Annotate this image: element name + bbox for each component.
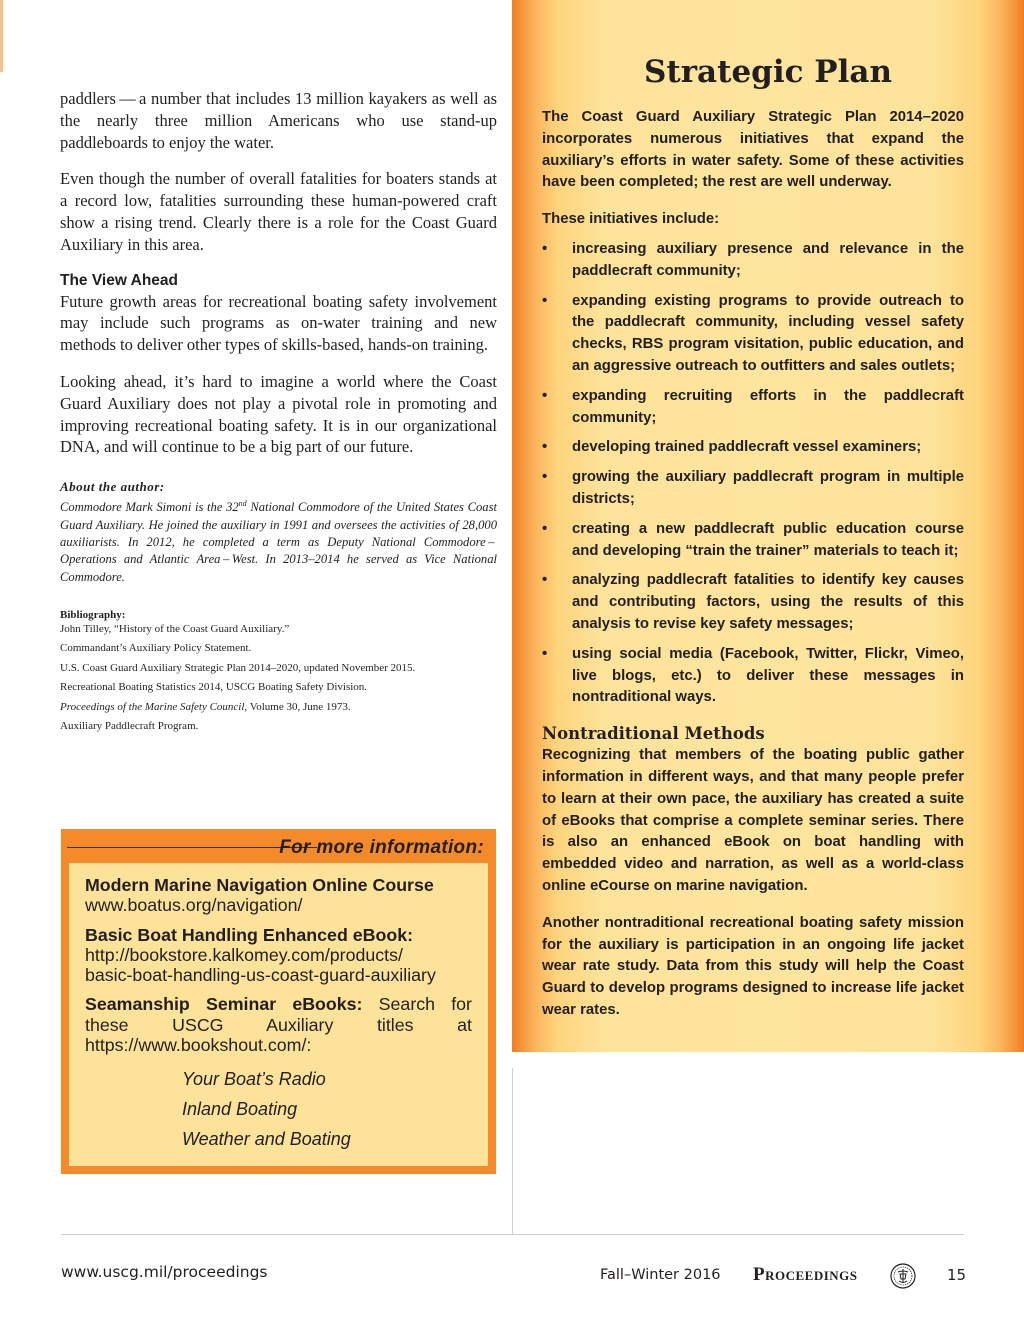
bullet-icon: • bbox=[542, 572, 548, 589]
bibliography-item: Recreational Boating Statistics 2014, USCG Boating Safety Division. bbox=[60, 681, 368, 694]
ebook-title: Inland Boating bbox=[182, 1099, 298, 1120]
bibliography-item bbox=[60, 700, 497, 714]
nontraditional-heading: Nontraditional Methods bbox=[542, 724, 765, 744]
edge-mark bbox=[0, 0, 3, 72]
resource-text: Search for these USCG Auxiliary titles at https://www.bookshout.com/: bbox=[85, 994, 472, 1056]
page-number: 15 bbox=[947, 1266, 967, 1284]
initiative-item bbox=[542, 467, 964, 511]
initiative-item bbox=[542, 437, 964, 459]
bullet-icon: • bbox=[542, 469, 548, 486]
initiative-text: developing trained paddlecraft vessel examiners; bbox=[572, 439, 922, 456]
resource-seminar-ebooks bbox=[85, 994, 472, 1055]
bibliography-item-rest: , Volume 30, June 1973. bbox=[244, 700, 351, 713]
info-box-title: For more information: bbox=[279, 837, 484, 858]
bibliography-item: Commandant’s Auxiliary Policy Statement. bbox=[60, 642, 252, 655]
more-info-box bbox=[61, 829, 496, 1174]
initiatives-intro: These initiatives include: bbox=[542, 211, 720, 228]
initiative-item bbox=[542, 291, 964, 378]
ebook-title: Your Boat’s Radio bbox=[182, 1069, 326, 1090]
article-paragraph-4: Looking ahead, it’s hard to imagine a world where the Coast Guard Auxiliary does not play a pivotal role in promoting and improving recreational boating safety. It is in our organizational DNA, and will continue to be a big part of our future. bbox=[60, 371, 497, 457]
article-paragraph-2: Even though the number of overall fatalities for boaters stands at a record low, fatalities surrounding these human-powered craft show a rising trend. Clearly there is a role for the Coast Guard Auxiliary in this area. bbox=[60, 169, 497, 254]
bullet-icon: • bbox=[542, 240, 548, 257]
bullet-icon: • bbox=[542, 387, 548, 404]
article-paragraph-1: paddlers — a number that includes 13 million kayakers as well as the nearly three million Americans who use stand-up paddleboards to enjoy the water. bbox=[60, 89, 497, 152]
column-divider bbox=[512, 1068, 513, 1234]
bullet-icon: • bbox=[542, 292, 548, 309]
footer-issue-date: Fall–Winter 2016 bbox=[600, 1267, 721, 1283]
ebook-title: Weather and Boating bbox=[182, 1129, 351, 1150]
strategic-plan-sidebar bbox=[512, 0, 1024, 1052]
sidebar-title: Strategic Plan bbox=[644, 54, 892, 90]
sidebar-content bbox=[542, 107, 964, 1022]
initiative-text: expanding recruiting efforts in the paddlecraft community; bbox=[572, 387, 964, 426]
bibliography-item: U.S. Coast Guard Auxiliary Strategic Plan 2014–2020, updated November 2015. bbox=[60, 661, 416, 674]
initiative-text: expanding existing programs to provide outreach to the paddlecraft community, including vessel safety checks, RBS program visitation, public education, and an aggressive outreach to outfitters and sales outlets; bbox=[572, 292, 964, 374]
bibliography-item-title: Proceedings of the Marine Safety Council bbox=[60, 700, 245, 713]
initiative-text: analyzing paddlecraft fatalities to identify key causes and contributing factors, using the results of this analysis to revise key safety messages; bbox=[572, 572, 964, 632]
initiative-text: increasing auxiliary presence and relevance in the paddlecraft community; bbox=[572, 240, 964, 279]
bullet-icon: • bbox=[542, 520, 548, 537]
resource-link-line[interactable]: basic-boat-handling-us-coast-guard-auxiliary bbox=[85, 965, 436, 986]
bullet-icon: • bbox=[542, 645, 548, 662]
initiative-item bbox=[542, 386, 964, 430]
resource-link[interactable] bbox=[85, 945, 472, 986]
bibliography-item: John Tilley, “History of the Coast Guard Auxiliary.” bbox=[60, 622, 290, 635]
sidebar-intro: The Coast Guard Auxiliary Strategic Plan 2014–2020 incorporates numerous initiatives that expand the auxiliary’s efforts in water safety. Some of these activities have been completed; the rest are well underway. bbox=[542, 109, 964, 191]
author-bio bbox=[60, 495, 497, 586]
bullet-icon: • bbox=[542, 439, 548, 456]
footer-rule bbox=[61, 1234, 964, 1235]
footer-url[interactable]: www.uscg.mil/proceedings bbox=[61, 1263, 268, 1281]
initiative-item bbox=[542, 570, 964, 635]
resource-navigation-course bbox=[85, 875, 472, 916]
author-bio-part1: Commodore Mark Simoni is the 32 bbox=[60, 500, 239, 515]
bibliography-item: Auxiliary Paddlecraft Program. bbox=[60, 720, 199, 733]
resource-title: Seamanship Seminar eBooks: bbox=[85, 994, 363, 1015]
view-ahead-heading: The View Ahead bbox=[60, 271, 179, 289]
initiative-text: creating a new paddlecraft public education course and developing “train the trainer” materials to teach it; bbox=[572, 520, 964, 559]
resource-link-line[interactable]: http://bookstore.kalkomey.com/products/ bbox=[85, 944, 403, 965]
article-paragraph-3: Future growth areas for recreational boating safety involvement may include such programs as on-water training and new methods to deliver other types of skills-based, hands-on training. bbox=[60, 291, 497, 355]
ebook-title-list bbox=[85, 1064, 472, 1154]
article-column bbox=[60, 88, 497, 739]
coast-guard-seal-icon bbox=[890, 1263, 916, 1289]
initiative-item bbox=[542, 644, 964, 709]
resource-boat-handling-ebook bbox=[85, 925, 472, 986]
initiative-text: using social media (Facebook, Twitter, Flickr, Vimeo, live blogs, etc.) to deliver these messages in nontraditional ways. bbox=[572, 645, 964, 706]
initiative-item bbox=[542, 519, 964, 563]
resource-title: Modern Marine Navigation Online Course bbox=[85, 875, 434, 895]
author-bio-part2: National Commodore of the United States Coast Guard Auxiliary. He joined the auxiliary in 1991 and oversees the activities of 28,000 auxiliarists. In 2012, he completed a term as Deputy National Commodore – Operations and Atlantic Area – West. In 2013–2014 he served as Vice National Commodore. bbox=[60, 500, 498, 584]
initiative-item bbox=[542, 239, 964, 283]
nontraditional-paragraph-1: Recognizing that members of the boating public gather information in different ways, and that many people prefer to learn at their own pace, the auxiliary has created a suite of eBooks that comprise a complete seminar series. There is also an enhanced eBook on boat handling with embedded video and narration, as well as a world-class online eCourse on marine navigation. bbox=[542, 747, 964, 894]
initiative-text: growing the auxiliary paddlecraft program in multiple districts; bbox=[572, 469, 964, 507]
bibliography-heading: Bibliography: bbox=[60, 608, 126, 621]
info-box-content bbox=[85, 875, 472, 1154]
author-bio-ordinal: nd bbox=[238, 499, 247, 509]
resource-link[interactable]: www.boatus.org/navigation/ bbox=[85, 895, 303, 916]
publication-name: Proceedings bbox=[753, 1264, 858, 1285]
author-heading: About the author: bbox=[60, 479, 165, 495]
initiatives-list bbox=[542, 239, 964, 709]
resource-title: Basic Boat Handling Enhanced eBook: bbox=[85, 924, 414, 945]
nontraditional-paragraph-2: Another nontraditional recreational boating safety mission for the auxiliary is participation in an ongoing life jacket wear rate study. Data from this study will help the Coast Guard to develop programs designed to increase life jacket wear rates. bbox=[542, 914, 964, 1018]
